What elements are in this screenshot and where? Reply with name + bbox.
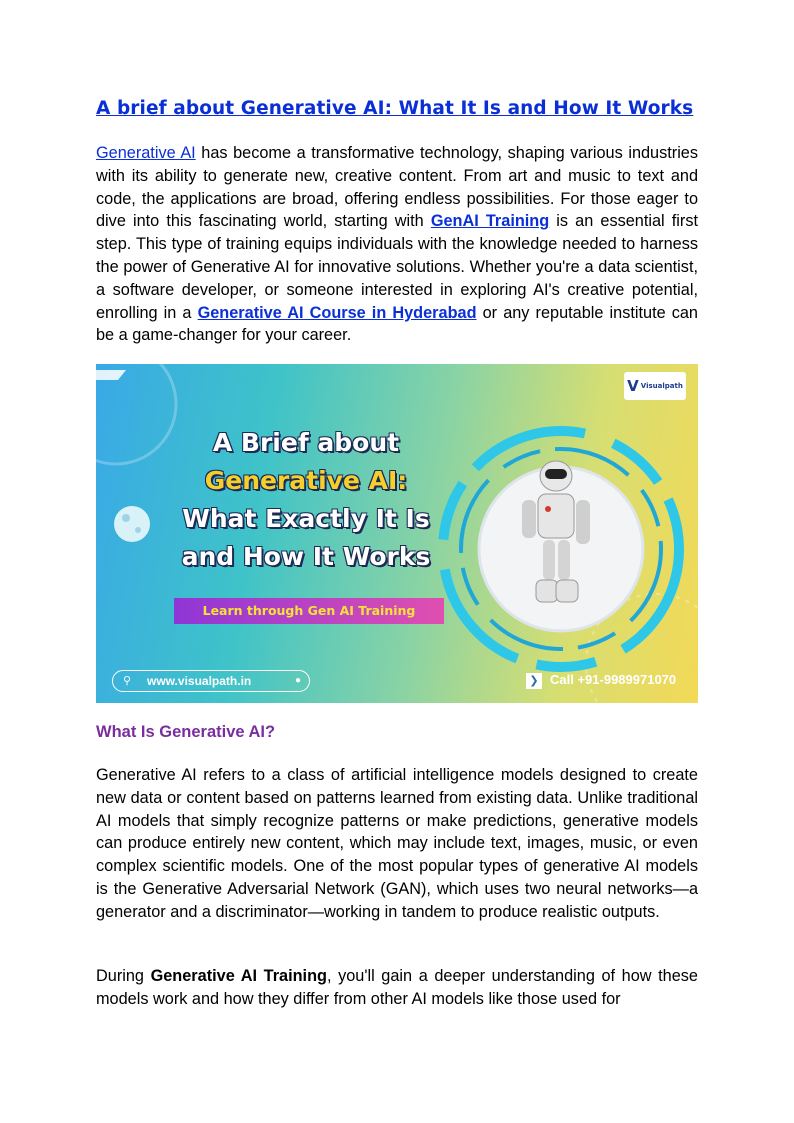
section2-rest: , you'll gain a deeper understanding of how these models work and how they differ from other AI models like those used for [96, 967, 698, 1008]
banner-tagline: Learn through Gen AI Training [174, 598, 444, 624]
banner-image [96, 364, 698, 703]
banner-phone: ❯ Call +91-9989971070 [526, 670, 676, 690]
corner-accent [96, 370, 126, 380]
intro-text-3: or any reputable institute can be a game-changer for your career. [96, 303, 698, 345]
intro-paragraph [96, 142, 698, 347]
banner-line-4: and How It Works [181, 542, 431, 571]
banner-line-2: Generative AI: [204, 466, 408, 495]
planet-crater [122, 514, 130, 522]
page-title[interactable]: A brief about Generative AI: What It Is and How It Works [96, 98, 694, 119]
banner-url-bar [112, 670, 310, 692]
intro-text-2: is an essential first step. This type of training equips individuals with the knowledge needed to harness the power of Generative AI for innovative solutions. Whether you're a data scientist, a software developer, or someone interested in exploring AI's creative potential, enrolling in a [96, 212, 698, 322]
generative-ai-link[interactable]: Generative AI [96, 144, 196, 162]
section2-paragraph [96, 965, 698, 1011]
planet-crater [135, 527, 141, 533]
microphone-icon: ● [294, 675, 301, 686]
section1-paragraph: Generative AI refers to a class of artificial intelligence models designed to create new data or content based on patterns learned from existing data. Unlike traditional AI models that simply recognize patterns or make predictions, generative models can produce entirely new content, which may include text, images, music, or even complex scientific models. One of the most popular types of generative AI models is the Generative Adversarial Network (GAN), which uses two neural networks—a generator and a discriminator—working in tandem to produce realistic outputs. [96, 766, 698, 921]
banner-title [166, 424, 446, 576]
visualpath-logo: V Visualpath [624, 372, 686, 400]
arrow-right-icon: ❯ [526, 673, 542, 689]
generative-ai-course-link[interactable]: Generative AI Course in Hyderabad [197, 303, 477, 322]
intro-text-1: has become a transformative technology, shaping various industries with its ability to generate new, creative content. From art and music to text and code, the applications are broad, offering endless possibilities. For those eager to dive into this fascinating world, starting with [96, 144, 699, 231]
banner-line-3: What Exactly It Is [182, 504, 430, 533]
banner-url: www.visualpath.in [147, 674, 252, 688]
genai-training-link[interactable]: GenAI Training [430, 212, 550, 231]
planet-shape [114, 506, 150, 542]
section2-prefix: During [96, 967, 151, 985]
section2-bold-text: Generative AI Training [150, 967, 327, 985]
search-icon: ⚲ [123, 675, 132, 687]
section-heading-what-is: What Is Generative AI? [96, 723, 276, 741]
banner-line-1: A Brief about [212, 428, 400, 457]
